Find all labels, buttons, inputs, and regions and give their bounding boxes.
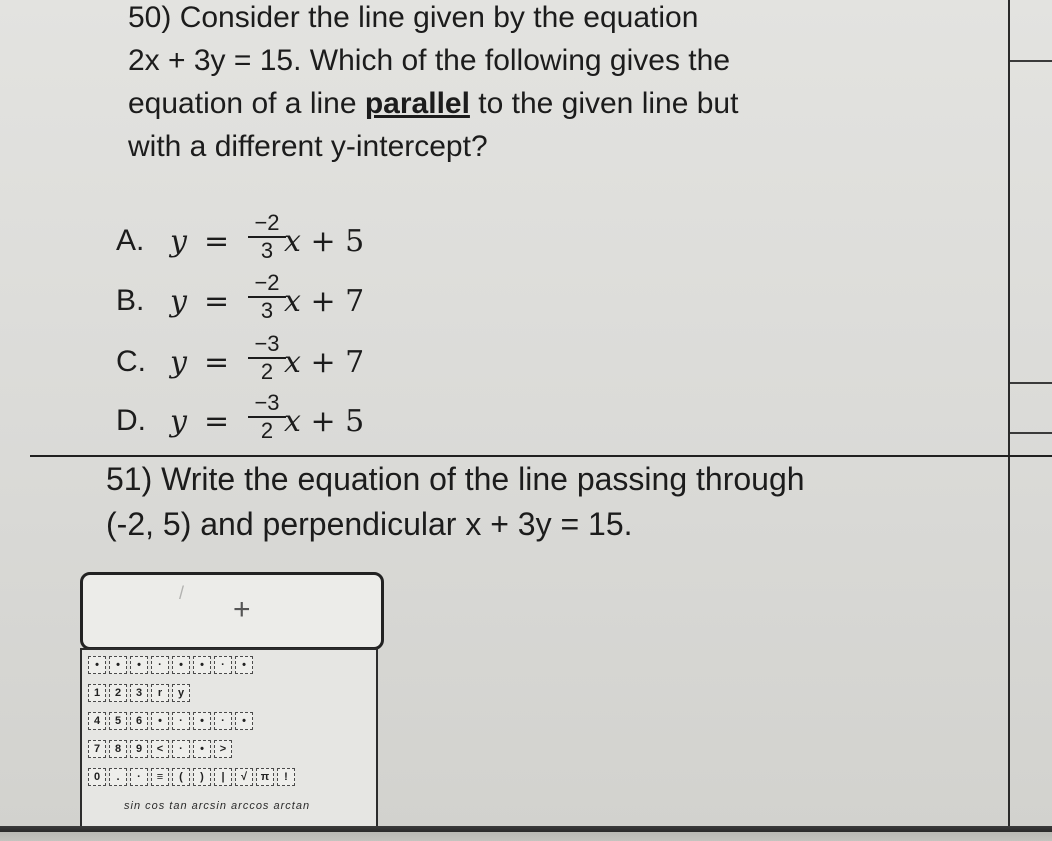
choice-rest — [284, 345, 364, 380]
keyboard-key[interactable]: 2 — [109, 684, 127, 702]
faint-mark: / — [179, 583, 185, 603]
page-edge — [0, 826, 1052, 841]
choice-y: y — [170, 284, 187, 319]
choice-letter: A. — [116, 224, 145, 257]
keyboard-key[interactable]: y — [172, 684, 190, 702]
keyboard-row — [88, 768, 295, 786]
choice-y: y — [170, 404, 187, 439]
keyboard-key[interactable]: 1 — [88, 684, 106, 702]
question-50-line-3-before: equation of a line — [128, 87, 365, 120]
keyboard-key[interactable]: • — [193, 712, 211, 730]
choice-constant: + 7 — [300, 284, 365, 319]
choice-letter: B. — [116, 284, 145, 317]
choice-equals: = — [204, 404, 230, 439]
keyboard-key[interactable]: • — [151, 712, 169, 730]
cursor-icon: + — [233, 593, 251, 626]
choice-y: y — [170, 224, 187, 259]
question-50-line-3-after: to the given line but — [469, 87, 739, 120]
choice-letter: D. — [116, 404, 146, 437]
keyboard-key[interactable]: 4 — [88, 712, 106, 730]
choice-x: x — [284, 404, 301, 439]
keyboard-key[interactable]: 5 — [109, 712, 127, 730]
keyboard-row — [88, 712, 253, 730]
keyboard-key[interactable]: > — [214, 740, 232, 758]
keyboard-key[interactable]: 7 — [88, 740, 106, 758]
keyboard-key[interactable]: r — [151, 684, 169, 702]
keyboard-key[interactable]: 6 — [130, 712, 148, 730]
question-50-line-4: with a different y-intercept? — [128, 130, 488, 163]
question-51-line-1: 51) Write the equation of the line passing through — [106, 461, 805, 497]
question-50-line-1: 50) Consider the line given by the equation — [128, 1, 699, 34]
keyboard-key[interactable]: ) — [193, 768, 211, 786]
keyboard-key[interactable]: · — [172, 712, 190, 730]
fraction-denominator: 3 — [260, 238, 274, 263]
keyboard-key[interactable]: 8 — [109, 740, 127, 758]
keyboard-key[interactable]: • — [235, 656, 253, 674]
answer-input[interactable] — [80, 572, 384, 650]
keyboard-key[interactable]: 9 — [130, 740, 148, 758]
math-keyboard — [80, 648, 378, 830]
choice-constant: + 5 — [300, 224, 365, 259]
keyboard-key[interactable]: π — [256, 768, 274, 786]
fraction-numerator: −2 — [254, 210, 280, 235]
keyboard-row — [88, 684, 190, 702]
keyboard-key[interactable]: · — [130, 768, 148, 786]
choice-letter: C. — [116, 345, 146, 378]
margin-tick — [1010, 382, 1052, 384]
choice-y: y — [170, 345, 187, 380]
keyboard-key[interactable]: ! — [277, 768, 295, 786]
choice-constant: + 5 — [300, 404, 365, 439]
question-51 — [106, 457, 1006, 547]
choice-x: x — [284, 224, 301, 259]
fraction-numerator: −3 — [254, 331, 280, 356]
trig-function-row[interactable]: sin cos tan arcsin arccos arctan — [124, 800, 311, 812]
fraction-denominator: 3 — [260, 298, 274, 323]
keyboard-key[interactable]: < — [151, 740, 169, 758]
question-50 — [128, 0, 1008, 168]
keyboard-key[interactable]: • — [109, 656, 127, 674]
question-51-line-2: (-2, 5) and perpendicular x + 3y = 15. — [106, 506, 633, 542]
keyboard-key[interactable]: • — [193, 740, 211, 758]
keyboard-key[interactable]: ≡ — [151, 768, 169, 786]
keyboard-key[interactable]: | — [214, 768, 232, 786]
margin-rule — [1008, 0, 1010, 841]
keyboard-key[interactable]: · — [214, 656, 232, 674]
choice-rest — [284, 404, 364, 439]
keyboard-key[interactable]: · — [151, 656, 169, 674]
choice-rest — [284, 224, 364, 259]
keyboard-key[interactable]: • — [130, 656, 148, 674]
keyboard-key[interactable]: √ — [235, 768, 253, 786]
question-50-line-3 — [128, 82, 1008, 125]
keyboard-row — [88, 740, 232, 758]
question-50-line-2: 2x + 3y = 15. Which of the following gives the — [128, 44, 731, 77]
choice-equals: = — [204, 284, 230, 319]
fraction-denominator: 2 — [260, 418, 274, 443]
margin-tick — [1010, 60, 1052, 62]
choice-x: x — [284, 284, 301, 319]
keyboard-row — [88, 656, 253, 674]
fraction-denominator: 2 — [260, 359, 274, 384]
parallel-emphasis: parallel — [364, 87, 470, 120]
keyboard-key[interactable]: · — [172, 740, 190, 758]
choice-constant: + 7 — [300, 345, 365, 380]
keyboard-key[interactable]: • — [172, 656, 190, 674]
choice-x: x — [284, 345, 301, 380]
keyboard-key[interactable]: • — [88, 656, 106, 674]
keyboard-key[interactable]: . — [109, 768, 127, 786]
choice-equals: = — [204, 345, 230, 380]
choice-rest — [284, 284, 364, 319]
fraction-numerator: −3 — [254, 390, 280, 415]
keyboard-key[interactable]: 3 — [130, 684, 148, 702]
fraction-numerator: −2 — [254, 270, 280, 295]
keyboard-key[interactable]: ( — [172, 768, 190, 786]
keyboard-key[interactable]: • — [193, 656, 211, 674]
keyboard-key[interactable]: • — [235, 712, 253, 730]
keyboard-key[interactable]: 0 — [88, 768, 106, 786]
margin-tick — [1010, 432, 1052, 434]
choice-equals: = — [204, 224, 230, 259]
keyboard-key[interactable]: · — [214, 712, 232, 730]
